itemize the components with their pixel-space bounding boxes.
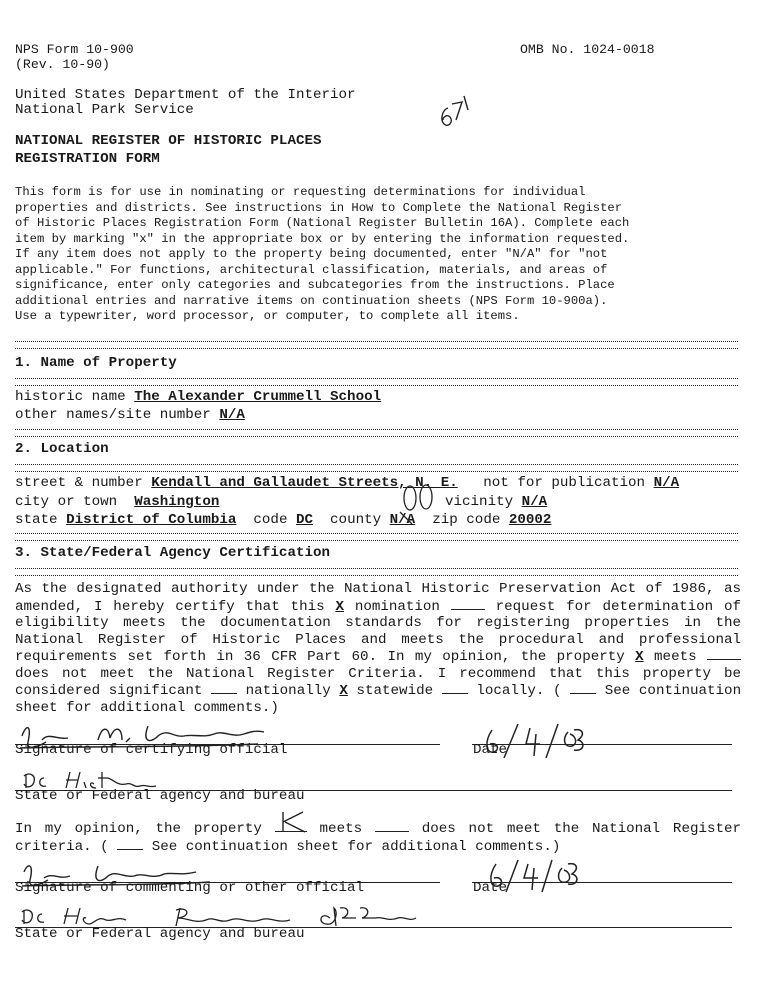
handwritten-reference-number xyxy=(432,90,482,145)
county-value[interactable]: N/A xyxy=(389,512,416,528)
agency-2-label: State or Federal agency and bureau xyxy=(15,926,305,942)
signature-1-label: Signature of certifying official xyxy=(15,742,288,758)
meets-box-2[interactable] xyxy=(275,820,307,832)
locally-blank[interactable] xyxy=(442,682,468,694)
omb-number: OMB No. 1024-0018 xyxy=(520,42,655,57)
agency-1-label: State or Federal agency and bureau xyxy=(15,788,305,804)
city-row xyxy=(15,495,219,510)
divider xyxy=(15,429,738,437)
street-value[interactable]: Kendall and Gallaudet Streets, N. E. xyxy=(151,475,458,491)
date-2-line xyxy=(472,882,732,883)
state-code-label: code xyxy=(253,512,288,528)
request-blank[interactable] xyxy=(451,598,485,610)
state-label: state xyxy=(15,512,58,528)
certification-paragraph: As the designated authority under the National Historic Preservation Act of 1986, as amended, I hereby certify that this X nomination request for determination of eligibility meets the documentation standards for registering properties in the National Register of Historic Places and meets the procedural and professional requirements set forth in 36 CFR Part 60. In my opinion, the property X meets does not meet the National Register Criteria. I recommend that this property be considered significant nationally X statewide locally. ( See continuation sheet for additional comments.) xyxy=(15,581,742,716)
continuation-blank-1[interactable] xyxy=(570,682,596,694)
divider xyxy=(15,533,738,541)
section-1-heading: 1. Name of Property xyxy=(15,355,177,371)
other-names-value[interactable]: N/A xyxy=(219,407,245,423)
continuation-blank-2[interactable] xyxy=(117,838,143,850)
zip-value[interactable]: 20002 xyxy=(508,512,552,528)
nomination-check[interactable]: X xyxy=(335,598,344,615)
section-2-heading: 2. Location xyxy=(15,441,109,457)
date-1-line xyxy=(472,744,732,745)
handwritten-county-code xyxy=(398,482,442,533)
other-names-row xyxy=(15,408,245,423)
divider xyxy=(15,568,738,576)
historic-name-label: historic name xyxy=(15,389,126,405)
does-not-meet-blank[interactable] xyxy=(707,648,741,660)
section-3-heading: 3. State/Federal Agency Certification xyxy=(15,545,331,561)
state-row xyxy=(15,513,551,528)
instructions-paragraph: This form is for use in nominating or requesting determinations for individual properties and districts. See instructions in How to Complete the National Register of Historic Places Registration Form (National Register Bulletin 16A). Complete each item by marking "x" in the appropriate box or by entering the information requested. If any item does not apply to the property being documented, enter "N/A" for "not applicable." For functions, architectural classification, materials, and areas of significance, enter only categories and subcategories from the instructions. Place additional entries and narrative items on continuation sheets (NPS Form 10-900a). Use a typewriter, word processor, or computer, to complete all items. xyxy=(15,185,630,323)
opinion-paragraph: In my opinion, the property meets does not meet the National Register criteria. ( See continuation sheet for additional comments.) xyxy=(15,820,741,855)
date-1-label: Date xyxy=(473,742,508,758)
form-subtitle: REGISTRATION FORM xyxy=(15,151,160,167)
service-name: National Park Service xyxy=(15,102,194,118)
zip-label: zip code xyxy=(432,512,501,528)
vicinity-label: vicinity xyxy=(445,494,514,510)
state-code-value[interactable]: DC xyxy=(295,512,314,528)
signature-2-label: Signature of commenting or other official xyxy=(15,880,365,896)
not-for-publication-label: not for publication xyxy=(483,475,646,491)
form-title: NATIONAL REGISTER OF HISTORIC PLACES xyxy=(15,133,322,149)
city-value[interactable]: Washington xyxy=(134,494,220,510)
historic-name-row xyxy=(15,390,381,405)
form-revision: (Rev. 10-90) xyxy=(15,57,110,72)
state-value[interactable]: District of Columbia xyxy=(66,512,237,528)
does-not-meet-blank-2[interactable] xyxy=(375,820,409,832)
divider xyxy=(15,341,738,349)
statewide-check[interactable]: X xyxy=(339,683,348,699)
county-label: county xyxy=(330,512,382,528)
street-label: street & number xyxy=(15,475,143,491)
city-label: city or town xyxy=(15,494,118,510)
divider xyxy=(15,464,738,472)
department-name: United States Department of the Interior xyxy=(15,87,356,103)
vicinity-row xyxy=(445,495,547,510)
not-for-publication-value[interactable]: N/A xyxy=(653,475,680,491)
divider xyxy=(15,378,738,386)
date-2-label: Date xyxy=(473,880,508,896)
form-id: NPS Form 10-900 xyxy=(15,42,134,57)
vicinity-value[interactable]: N/A xyxy=(521,494,548,510)
meets-check[interactable]: X xyxy=(635,649,644,665)
street-row xyxy=(15,476,679,491)
nationally-blank[interactable] xyxy=(211,682,237,694)
historic-name-value[interactable]: The Alexander Crummell School xyxy=(134,389,382,405)
other-names-label: other names/site number xyxy=(15,407,211,423)
